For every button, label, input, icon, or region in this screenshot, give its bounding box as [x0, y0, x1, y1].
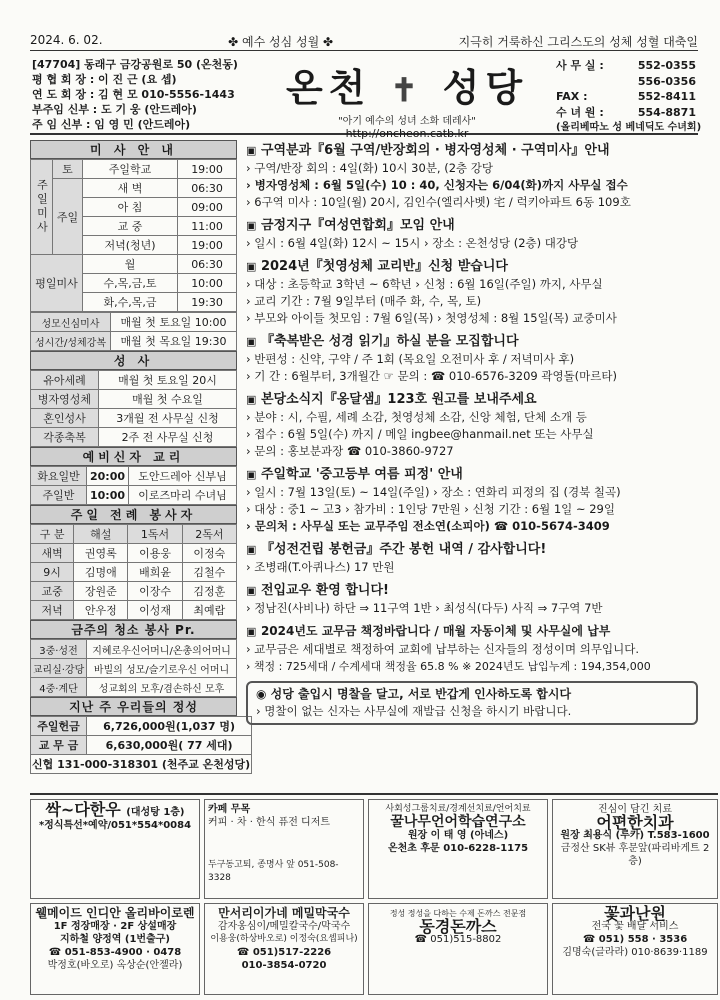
sacrament-name: 유아세례 [31, 371, 99, 390]
sacrament-name: 각종축복 [31, 428, 99, 447]
ad-clothing [30, 903, 200, 995]
ad-line: 원장 이 태 영 (아네스) [407, 830, 509, 841]
title-box [262, 55, 552, 140]
mass-name: 월 [83, 255, 178, 274]
news-line: › 일시 : 7월 13일(토) ~ 14일(주일) › 장소 : 연화리 피정의 집 (경북 칠곡) [246, 485, 621, 499]
news-heading: 구역분과『6월 구역/반장회의 · 병자영성체 · 구역미사』안내 [260, 143, 610, 158]
square-icon: ▣ [246, 468, 257, 481]
office-row: 수 녀 원 : 554-8871 [556, 105, 696, 119]
ad-title: 만서리이가네 메밀막국수 [218, 906, 350, 920]
mass-time: 09:00 [178, 198, 237, 217]
mass-time: 10:00 [178, 274, 237, 293]
bank-account: 신협 131-000-318301 (천주교 온천성당) [31, 755, 252, 774]
servers-header: 2독서 [182, 525, 236, 544]
office-row: 556-0356 [637, 74, 696, 88]
servers-header: 구 분 [31, 525, 74, 544]
news-column [246, 142, 698, 725]
ad-line: 원장 최용식 (루카) T.583-1600 [560, 830, 710, 841]
class-teacher: 도안드레아 신부님 [129, 467, 237, 486]
mass-time: 19:30 [178, 293, 237, 312]
class-name: 주일반 [31, 486, 87, 505]
devotion-table [30, 312, 237, 351]
mass-name: 화,수,목,금 [83, 293, 178, 312]
devotion-time: 매월 첫 토요일 10:00 [111, 313, 237, 332]
feast-name: 지극히 거룩하신 그리스도의 성체 성혈 대축일 [458, 35, 698, 49]
rosary-president: 연 도 회 장 : 김 현 모 010-5556-1443 [32, 88, 235, 101]
offering-amount: 6,630,000원( 77 세대) [87, 736, 252, 755]
church-name-left: 온천 [285, 65, 372, 110]
ad-flowers [552, 903, 718, 995]
ad-line: 박정호(바오로) 옥상순(안젤라) [47, 960, 183, 971]
news-item [246, 582, 698, 617]
cross-icon: ✝ [390, 71, 424, 109]
ad-subtitle: 정성 정성을 다하는 수제 돈까스 전문점 [389, 909, 527, 918]
mass-name: 수,목,금,토 [83, 274, 178, 293]
square-icon: ▣ [246, 393, 257, 406]
ad-subtitle: 진심이 담긴 치료 [598, 804, 672, 815]
ad-line: 지하철 양정역 (1번출구) [59, 934, 170, 945]
mass-slot: 9시 [31, 563, 74, 582]
catechism-title: 예비신자 교리 [30, 447, 237, 466]
sacrament-schedule: 매월 첫 수요일 [99, 390, 237, 409]
news-line: › 대상 : 중1 ~ 고3 › 참가비 : 1인당 7만원 › 신청 기간 : 6월 1일 ~ 29일 [246, 502, 615, 516]
ad-line: ☎ 051)517-2226 [236, 947, 332, 958]
server-name: 최예람 [182, 601, 236, 620]
ad-subtitle: 사회성그룹치료/경계선치료/언어치료 [385, 804, 531, 814]
server-name: 배희윤 [128, 563, 182, 582]
mass-time: 19:00 [178, 236, 237, 255]
news-line: › 교리 기간 : 7월 9일부터 (매주 화, 수, 목, 토) [246, 294, 482, 308]
servers-header: 해설 [74, 525, 128, 544]
cleaning-group: 지혜로우신어머니/온총의어머니 [87, 640, 237, 659]
ad-line: 010-3854-0720 [241, 960, 327, 971]
church-name [262, 57, 552, 112]
mass-name: 저녁(청년) [83, 236, 178, 255]
square-icon: ▣ [246, 625, 257, 638]
ad-line: 두구동고퇴, 종명사 앞 051-508-3328 [208, 860, 339, 883]
ad-title: 어편한치과 [596, 813, 674, 832]
sunday-label: 주일 [53, 179, 83, 255]
ads-section [30, 793, 718, 998]
council-president: 평 협 회 장 : 이 진 근 (요 셉) [32, 73, 177, 86]
news-line: › 6구역 미사 : 10일(월) 20시, 김인수(엘리사벳) 宅 / 럭키아파트 6동 109호 [246, 195, 631, 209]
offering-type: 주일헌금 [31, 717, 87, 736]
devotion-name: 성시간/성체강복 [31, 332, 111, 351]
servers-table [30, 524, 237, 620]
news-line: › 부모와 아이들 첫모임 : 7월 6일(목) › 첫영성체 : 8월 15일(목) 교중미사 [246, 311, 617, 325]
saturday-label: 토 [53, 160, 83, 179]
news-line: › 조병래(T.아퀴나스) 17 만원 [246, 560, 395, 574]
ad-title: 꿀나무언어학습연구소 [390, 814, 526, 830]
devotion-name: 성모신심미사 [31, 313, 111, 332]
mass-slot: 새벽 [31, 544, 74, 563]
mass-slot: 저녁 [31, 601, 74, 620]
news-item [246, 391, 698, 460]
ad-title: 카페 무목 [208, 804, 251, 815]
ad-line: 김명숙(글라라) 010·8639·1189 [562, 947, 708, 958]
issue-date: 2024. 6. 02. [30, 33, 103, 47]
ad-title: 웰메이드 인디안 올리바이로렌 [35, 906, 195, 920]
servers-title: 주일 전례 봉사자 [30, 505, 237, 524]
office-row: FAX : 552-8411 [556, 90, 696, 103]
ad-title: 꽃과난원 [604, 904, 666, 923]
server-name: 이용웅 [128, 544, 182, 563]
ad-line: ☎ 051) 558 · 3536 [582, 934, 688, 945]
server-name: 이장수 [128, 582, 182, 601]
news-item [246, 623, 698, 675]
offering-title: 지난 주 우리들의 정성 [30, 697, 237, 716]
sacrament-name: 혼인성사 [31, 409, 99, 428]
news-line: › 기 간 : 6월부터, 3개월간 ☞ 문의 : ☎ 010-6576-3209 곽영돌(마르타) [246, 369, 617, 383]
assistant-priest: 부주임 신부 : 도 기 웅 (안드레아) [32, 103, 197, 116]
catechism-table [30, 466, 237, 505]
square-icon: ▣ [246, 335, 257, 348]
mass-name: 새 벽 [83, 179, 178, 198]
server-name: 이성재 [128, 601, 182, 620]
ad-line: 1F 정장매장 · 2F 상설매장 [53, 921, 177, 932]
top-line [30, 33, 698, 51]
pastor: 주 임 신부 : 임 영 민 (안드레아) [32, 118, 191, 131]
masthead [30, 55, 702, 140]
news-heading: 주일학교 '중고등부 여름 피정' 안내 [260, 467, 463, 482]
month-theme: ✤ 예수 성심 성월 ✤ [228, 35, 334, 49]
office-contacts [556, 58, 702, 136]
parish-info [32, 57, 260, 132]
sacrament-schedule: 매월 첫 토요일 20시 [99, 371, 237, 390]
ad-hanwoo [30, 799, 200, 899]
news-heading: 금정지구『여성연합회』모임 안내 [260, 218, 455, 233]
sacrament-title: 성 사 [30, 351, 237, 370]
mass-table [30, 159, 237, 312]
ad-subtitle: 전국 꽃 배달 서비스 [591, 921, 679, 932]
ad-title: 싹~다한우 (대성탕 1층) [45, 800, 185, 819]
mass-name: 주일학교 [83, 160, 178, 179]
mass-name: 교 중 [83, 217, 178, 236]
cleaning-title: 금주의 청소 봉사 Pr. [30, 620, 237, 639]
church-name-right: 성당 [442, 65, 529, 110]
news-heading: 『성전건립 봉헌금』주간 봉헌 내역 / 감사합니다! [260, 542, 547, 557]
news-line: › 문의 : 홍보분과장 ☎ 010-3860-9727 [246, 444, 454, 458]
news-heading: 2024년『첫영성체 교리반』신청 받습니다 [260, 259, 508, 274]
cleaning-group: 성교회의 모후/겸손하신 모후 [87, 678, 237, 697]
ad-tonkatsu [368, 903, 548, 995]
mass-name: 아 침 [83, 198, 178, 217]
weekday-mass-label: 평일미사 [31, 255, 83, 312]
news-line: › 문의처 : 사무실 또는 교무주임 전소연(소피아) ☎ 010-5674-3409 [246, 519, 610, 533]
class-name: 화요일반 [31, 467, 87, 486]
ad-line: 이용웅(하상바오로) 이정숙(요셉피나) [210, 934, 358, 944]
address: [47704] 동래구 금강공원로 50 (온천동) [32, 58, 238, 71]
ad-line: ☎ 051-853-4900 · 0478 [48, 947, 182, 958]
server-name: 권영록 [74, 544, 128, 563]
nuns-order: (올리베따노 성 베네딕도 수녀회) [556, 122, 702, 133]
notice-heading: ◉ 성당 출입시 명찰을 달고, 서로 반갑게 인사하도록 합시다 [256, 687, 572, 701]
news-line: › 접수 : 6월 5일(수) 까지 / 메일 ingbee@hanmail.net 또는 사무실 [246, 427, 594, 441]
cleaning-area: 교리실·강당 [31, 659, 87, 678]
ad-line: 온천초 후문 010-6228-1175 [387, 843, 529, 854]
news-heading: 전입교우 환영 합니다! [260, 583, 389, 598]
offering-amount: 6,726,000원(1,037 명) [87, 717, 252, 736]
square-icon: ▣ [246, 219, 257, 232]
ad-line: 금정산 SK뷰 후문앞(파리바게트 2층) [560, 843, 710, 867]
server-name: 안우정 [74, 601, 128, 620]
news-line: › 정남진(사비나) 하단 ⇒ 11구역 1반 › 최성식(다두) 사직 ⇒ 7구역 7반 [246, 601, 603, 615]
news-line: › 책정 : 725세대 / 수계세대 책정율 65.8 % ※ 2024년도 납입누계 : 194,354,000 [246, 660, 651, 673]
notice-line: › 명찰이 없는 신자는 사무실에 재발급 신청을 하시기 바랍니다. [256, 704, 572, 718]
class-time: 20:00 [87, 467, 129, 486]
server-name: 김철수 [182, 563, 236, 582]
news-item [246, 333, 698, 385]
ad-language-center [368, 799, 548, 899]
notice-box [246, 681, 698, 725]
class-teacher: 이로즈마리 수녀님 [129, 486, 237, 505]
cleaning-area: 4중·계단 [31, 678, 87, 697]
cleaning-group: 바빌의 성모/슬기로우신 어머니 [87, 659, 237, 678]
server-name: 이정숙 [182, 544, 236, 563]
square-icon: ▣ [246, 144, 257, 157]
sidebar [30, 140, 251, 790]
mass-title: 미 사 안 내 [30, 140, 237, 159]
ad-dental [552, 799, 718, 899]
news-item [246, 217, 698, 252]
news-line: › 대상 : 초등학교 3학년 ~ 6학년 › 신청 : 6월 16일(주일) 까지, 사무실 [246, 277, 603, 291]
server-name: 김정훈 [182, 582, 236, 601]
news-item [246, 541, 698, 576]
server-name: 김명애 [74, 563, 128, 582]
ad-line: ☎ 051)515-8802 [414, 934, 502, 945]
sacrament-schedule: 3개월 전 사무실 신청 [99, 409, 237, 428]
sacrament-table [30, 370, 237, 447]
news-line: › 분야 : 시, 수필, 세례 소감, 첫영성체 소감, 신앙 체험, 단체 소개 등 [246, 410, 587, 424]
offering-type: 교 무 금 [31, 736, 87, 755]
square-icon: ▣ [246, 543, 257, 556]
sunday-mass-label: 주일미사 [31, 160, 53, 255]
news-line: › 반편성 : 신약, 구약 / 주 1회 (목요일 오전미사 후 / 저녁미사 후) [246, 352, 575, 366]
ad-cafe [204, 799, 364, 899]
ad-noodles [204, 903, 364, 995]
mass-time: 06:30 [178, 255, 237, 274]
sacrament-name: 병자영성체 [31, 390, 99, 409]
news-line: › 교무금은 세대별로 책정하여 교회에 납부하는 신자들의 정성이며 의무입니다. [246, 642, 639, 656]
server-name: 장원준 [74, 582, 128, 601]
mass-time: 06:30 [178, 179, 237, 198]
ad-line: 감자옹심이/메밀칼국수/막국수 [217, 921, 351, 932]
cleaning-table [30, 639, 237, 697]
news-line: › 병자영성체 : 6월 5일(수) 10 : 40, 신청자는 6/04(화)까지 사무실 접수 [246, 178, 628, 192]
mass-time: 11:00 [178, 217, 237, 236]
website-url[interactable]: http://oncheon.catb.kr [345, 127, 469, 140]
motto: "아기 예수의 성녀 소화 데레사" [338, 116, 476, 127]
office-row: 사 무 실 : 552-0355 [556, 59, 696, 72]
news-line: › 일시 : 6월 4일(화) 12시 ~ 15시 › 장소 : 온천성당 (2층) 대강당 [246, 236, 579, 250]
ad-line: 커피 · 차 · 한식 퓨전 디저트 [208, 817, 331, 828]
news-item [246, 258, 698, 327]
mass-slot: 교중 [31, 582, 74, 601]
news-heading: 본당소식지『옹달샘』123호 원고를 보내주세요 [260, 392, 537, 407]
cleaning-area: 3중·성전 [31, 640, 87, 659]
news-heading: 『축복받은 성경 읽기』하실 분을 모집합니다 [260, 334, 519, 349]
news-item [246, 466, 698, 535]
devotion-time: 매월 첫 목요일 19:30 [111, 332, 237, 351]
square-icon: ▣ [246, 260, 257, 273]
square-icon: ▣ [246, 584, 257, 597]
class-time: 10:00 [87, 486, 129, 505]
ad-title: 동경돈까스 [419, 917, 497, 936]
sacrament-schedule: 2주 전 사무실 신청 [99, 428, 237, 447]
news-heading: 2024년도 교무금 책정바랍니다 / 매월 자동이체 및 사무실에 납부 [260, 624, 611, 638]
offering-table [30, 716, 252, 774]
ad-line: *정식특선*예약/051*554*0084 [38, 820, 192, 831]
news-item [246, 142, 698, 211]
news-line: › 구역/반장 회의 : 4일(화) 10시 30분, (2층 강당 [246, 161, 494, 175]
servers-header: 1독서 [128, 525, 182, 544]
mass-time: 19:00 [178, 160, 237, 179]
